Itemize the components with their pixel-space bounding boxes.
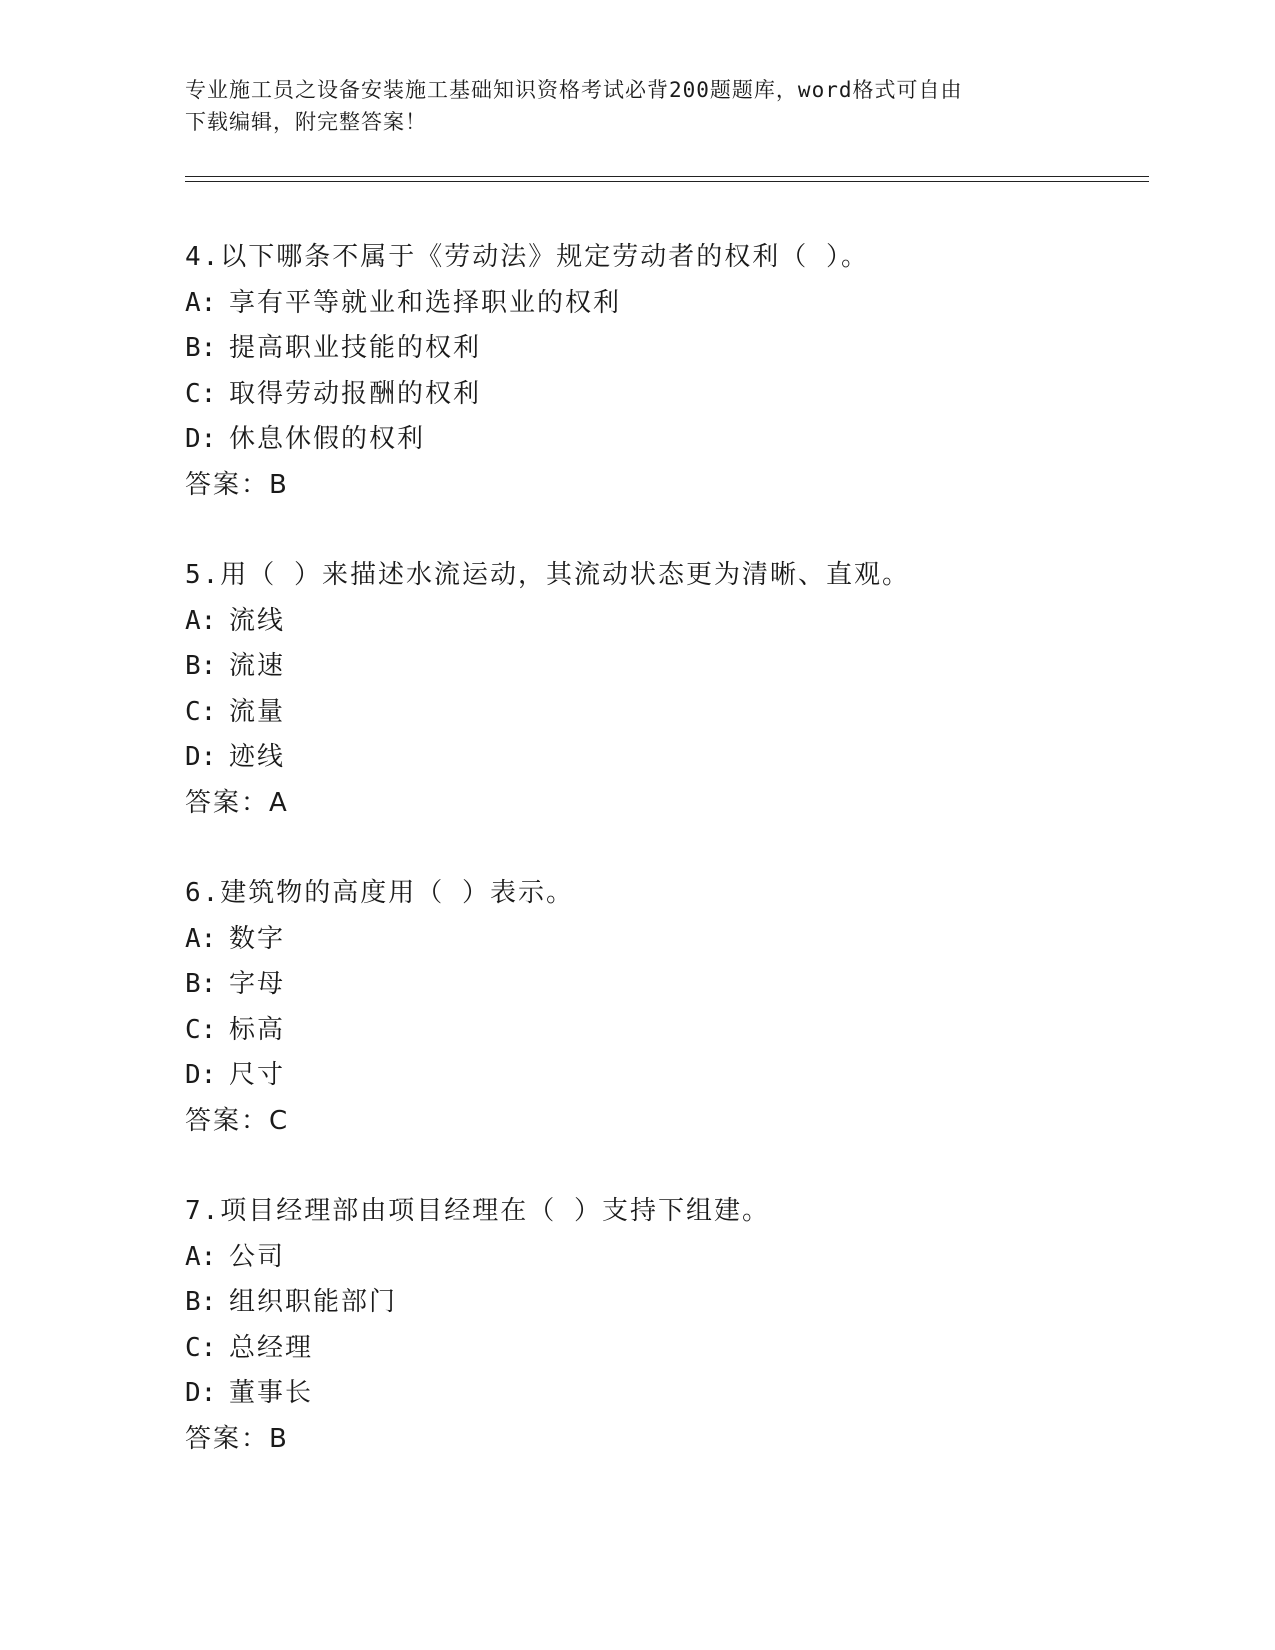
option-letter: A: (185, 923, 217, 954)
answer-line: 答案：B (185, 1423, 289, 1454)
option-a (185, 1235, 1145, 1281)
option-text: 取得劳动报酬的权利 (229, 378, 482, 409)
option-letter: C: (185, 378, 217, 409)
option-text: 尺寸 (229, 1060, 286, 1090)
option-c (185, 1008, 1145, 1054)
option-text: 享有平等就业和选择职业的权利 (229, 287, 622, 318)
option-letter: B: (185, 333, 217, 363)
option-letter: D: (185, 742, 217, 772)
question-stem: 6.建筑物的高度用（ ）表示。 (185, 878, 574, 908)
option-a (185, 599, 1145, 645)
header-line-2: 下载编辑，附完整答案！ (185, 110, 427, 134)
option-text: 字母 (229, 969, 286, 999)
option-d (185, 1371, 1145, 1417)
question-stem: 7.项目经理部由项目经理在（ ）支持下组建。 (185, 1196, 770, 1226)
option-b (185, 644, 1145, 690)
question-stem: 5.用（ ）来描述水流运动，其流动状态更为清晰、直观。 (185, 560, 910, 590)
header-line-1: 专业施工员之设备安装施工基础知识资格考试必背200题题库，word格式可自由 (185, 78, 963, 102)
option-letter: D: (185, 1378, 217, 1408)
answer-line: 答案：A (185, 787, 289, 818)
header-divider-top (185, 176, 1149, 177)
option-a (185, 281, 1145, 327)
option-d (185, 417, 1145, 463)
option-text: 董事长 (229, 1378, 314, 1408)
option-letter: D: (185, 424, 217, 454)
option-text: 数字 (229, 923, 286, 954)
option-text: 总经理 (229, 1332, 314, 1363)
question-6 (185, 871, 1145, 1144)
option-b (185, 962, 1145, 1008)
question-4 (185, 235, 1145, 508)
option-a (185, 917, 1145, 963)
question-list (185, 235, 1145, 1507)
option-b (185, 326, 1145, 372)
option-text: 流量 (229, 696, 286, 727)
answer-line: 答案：B (185, 469, 289, 500)
option-c (185, 372, 1145, 418)
option-text: 公司 (229, 1241, 286, 1272)
option-letter: C: (185, 1014, 217, 1045)
option-letter: A: (185, 605, 217, 636)
option-text: 迹线 (229, 742, 286, 772)
option-c (185, 1326, 1145, 1372)
answer-line: 答案：C (185, 1105, 290, 1136)
option-letter: B: (185, 969, 217, 999)
option-c (185, 690, 1145, 736)
question-5 (185, 553, 1145, 826)
option-text: 提高职业技能的权利 (229, 333, 482, 363)
option-text: 组织职能部门 (229, 1287, 398, 1317)
option-letter: A: (185, 1241, 217, 1272)
option-letter: D: (185, 1060, 217, 1090)
option-text: 流线 (229, 605, 286, 636)
question-7 (185, 1189, 1145, 1462)
header-divider-bottom (185, 181, 1149, 182)
question-stem: 4.以下哪条不属于《劳动法》规定劳动者的权利（ ）。 (185, 242, 869, 272)
option-letter: C: (185, 696, 217, 727)
option-d (185, 735, 1145, 781)
option-b (185, 1280, 1145, 1326)
document-header (185, 74, 1065, 138)
option-text: 流速 (229, 651, 286, 681)
option-letter: C: (185, 1332, 217, 1363)
option-text: 标高 (229, 1014, 286, 1045)
option-text: 休息休假的权利 (229, 424, 426, 454)
option-letter: B: (185, 651, 217, 681)
option-d (185, 1053, 1145, 1099)
option-letter: B: (185, 1287, 217, 1317)
option-letter: A: (185, 287, 217, 318)
